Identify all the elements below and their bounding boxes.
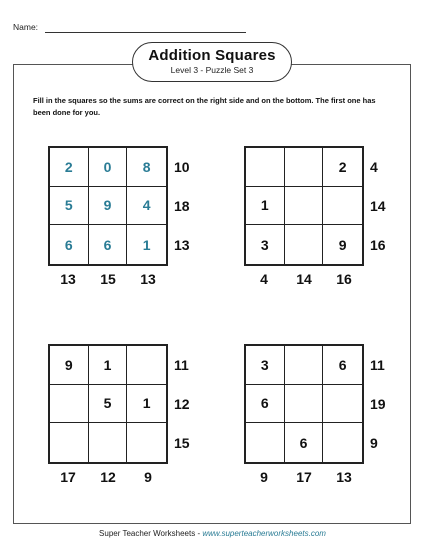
puzzle-grid	[48, 146, 168, 266]
grid-cell: 9	[50, 346, 89, 385]
grid-cell	[323, 423, 362, 462]
grid-cell	[323, 385, 362, 424]
grid-cell	[323, 187, 362, 226]
grid-cell: 3	[246, 346, 285, 385]
grid-cell	[127, 423, 166, 462]
grid-cell: 2	[50, 148, 89, 187]
col-sum: 9	[144, 469, 152, 485]
grid-cell: 5	[89, 385, 128, 424]
grid-cell	[285, 385, 324, 424]
grid-cell: 3	[246, 225, 285, 264]
row-sum: 10	[174, 159, 190, 175]
grid-cell	[246, 148, 285, 187]
instructions: Fill in the squares so the sums are correct on the right side and on the bottom. The first one has been done for you.	[33, 96, 376, 117]
grid-cell	[285, 225, 324, 264]
col-sum: 17	[60, 469, 76, 485]
footer	[0, 529, 425, 538]
row-sum: 13	[174, 237, 190, 253]
col-sum: 4	[260, 271, 268, 287]
puzzle-grid	[244, 344, 364, 464]
col-sum: 9	[260, 469, 268, 485]
title-box	[132, 42, 292, 82]
grid-cell: 6	[89, 225, 128, 264]
grid-cell: 6	[246, 385, 285, 424]
puzzle-3	[48, 344, 198, 504]
grid-cell	[50, 423, 89, 462]
grid-cell: 5	[50, 187, 89, 226]
row-sum: 9	[370, 435, 378, 451]
col-sum: 13	[60, 271, 76, 287]
grid-cell: 1	[246, 187, 285, 226]
row-sum: 16	[370, 237, 386, 253]
row-sum: 19	[370, 396, 386, 412]
grid-cell	[127, 346, 166, 385]
grid-cell	[285, 148, 324, 187]
grid-cell: 9	[89, 187, 128, 226]
page-title: Addition Squares	[148, 47, 276, 64]
grid-cell: 6	[285, 423, 324, 462]
grid-cell: 8	[127, 148, 166, 187]
grid-cell	[50, 385, 89, 424]
row-sum: 11	[174, 357, 189, 373]
row-sum: 18	[174, 198, 190, 214]
grid-cell: 1	[142, 236, 151, 253]
col-sum: 17	[296, 469, 312, 485]
name-label: Name:	[13, 22, 39, 32]
puzzle-2	[244, 146, 394, 306]
col-sum: 12	[100, 469, 116, 485]
puzzle-grid	[48, 344, 168, 464]
footer-url[interactable]: www.superteacherworksheets.com	[202, 529, 326, 538]
row-sum: 4	[370, 159, 378, 175]
grid-cell	[89, 423, 128, 462]
col-sum: 15	[100, 271, 116, 287]
row-sum: 12	[174, 396, 190, 412]
grid-cell: 2	[323, 148, 362, 187]
row-sum: 14	[370, 198, 386, 214]
grid-cell: 1	[89, 346, 128, 385]
puzzle-4	[244, 344, 394, 504]
footer-brand: Super Teacher Worksheets	[99, 529, 196, 538]
grid-cell: 9	[338, 236, 347, 253]
grid-cell: 6	[323, 346, 362, 385]
col-sum: 13	[336, 469, 352, 485]
grid-cell: 4	[127, 187, 166, 226]
col-sum: 13	[140, 271, 156, 287]
row-sum: 11	[370, 357, 385, 373]
grid-cell	[246, 423, 285, 462]
grid-cell: 0	[89, 148, 128, 187]
puzzle-grid	[244, 146, 364, 266]
grid-cell: 1	[127, 385, 166, 424]
col-sum: 14	[296, 271, 312, 287]
grid-cell	[285, 187, 324, 226]
name-line	[45, 32, 246, 33]
page-subtitle: Level 3 - Puzzle Set 3	[170, 65, 254, 75]
footer-separator: -	[195, 529, 203, 538]
row-sum: 15	[174, 435, 190, 451]
puzzle-1	[48, 146, 198, 306]
grid-cell: 6	[50, 225, 89, 264]
grid-cell	[285, 346, 324, 385]
col-sum: 16	[336, 271, 352, 287]
